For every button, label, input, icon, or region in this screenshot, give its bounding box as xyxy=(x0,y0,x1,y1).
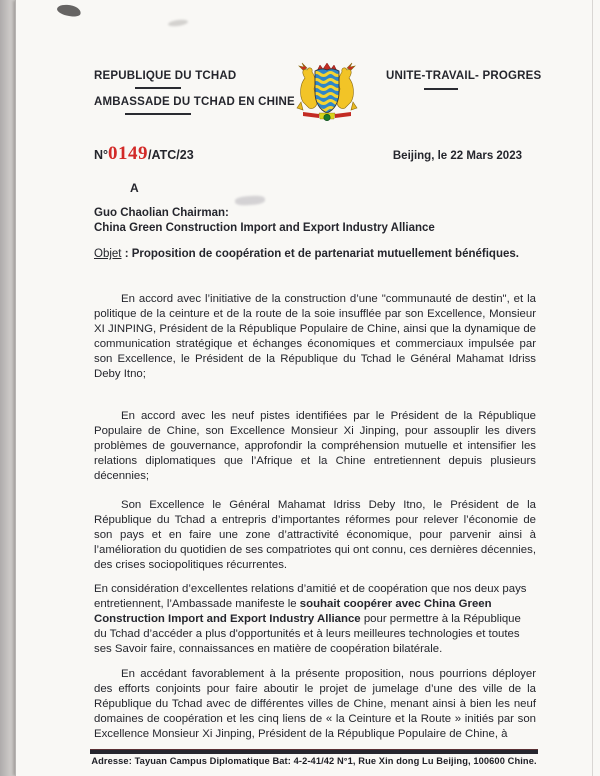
recipient-name: Guo Chaolian Chairman: xyxy=(94,207,229,219)
body-paragraph: En accord avec l’initiative de la construction d’une "communauté de destin", et la politique de la ceinture et de la route de la soie insufflée par son Excellence, Monsieur XI JINPING, Président de la République Populaire de Chine, ainsi que la dynamique de communication stratégique et échanges économiques et commerciaux impulsée par son Excellence, le Président de la République du Tchad le Général Mahamat Idriss Deby Itno; xyxy=(94,292,536,380)
salutation: A xyxy=(130,181,139,195)
subject-label: Objet xyxy=(94,248,122,260)
divider xyxy=(135,87,181,89)
divider xyxy=(125,113,191,115)
letterhead-right xyxy=(386,62,542,90)
recipient-organization: China Green Construction Import and Export Industry Alliance xyxy=(94,221,435,234)
national-motto: UNITE-TRAVAIL- PROGRES xyxy=(386,70,542,82)
body-paragraph: En accédant favorablement à la présente proposition, nous pourrions déployer des efforts conjoints pour faire aboutir le projet de jumelage d’une des ville de la République du Tchad avec de différentes villes de Chine, menant ainsi à bien les neuf domaines de coopération et les cinq liens de « la Ceinture et la Route » initiés par son Excellence Monsieur Xi Jinping, Président de la République Populaire de Chine, à xyxy=(94,667,536,740)
subject-text: Proposition de coopération et de partenariat mutuellement bénéfiques. xyxy=(131,248,519,260)
reference-digits: 0149 xyxy=(108,143,149,164)
embassy-name: AMBASSADE DU TCHAD EN CHINE xyxy=(94,96,295,108)
divider xyxy=(424,88,458,90)
letter-page xyxy=(15,0,600,776)
subject-separator: : xyxy=(121,248,132,260)
recipient-block xyxy=(94,206,536,235)
body-paragraph: En considération d’excellentes relations d’amitié et de coopération que nos deux pays entretiennent, l’Ambassade manifeste le souhait coopérer avec China Green Construction Import and Export Industry Alliance pour permettre à la République du Tchad d’accéder a plus d'opportunités et à leurs meilleures technologies et toutes ses Savoir faire, connaissances en matière de coopération bilatérale. xyxy=(94,582,527,655)
letter-content xyxy=(94,0,542,742)
footer-address: Adresse: Tayuan Campus Diplomatique Bat: 4-2-41/42 N°1, Rue Xin dong Lu Beijing, 100600 Chine. xyxy=(91,755,537,766)
letterhead xyxy=(94,62,542,124)
body-paragraph: Son Excellence le Général Mahamat Idriss Deby Itno, le Président de la République du Tchad a entrepris d’importantes réformes pour relever l’économie de son pays et en faire une zone d’attractivité économique, pour parvenir ainsi à l’amélioration du quotidien de ses compatriotes qui ont connu, ces dernières décennies, des crises sociopolitiques récurrentes. xyxy=(94,498,536,571)
body-paragraph: En accord avec les neuf pistes identifiées par le Président de la République Populaire de Chine, son Excellence Monsieur Xi Jinping, pour assouplir les divers problèmes de gouvernance, approfondir la compréhension mutuelle et intensifier les relations diplomatiques que l’Afrique et la Chine entretiennent depuis plusieurs décennies; xyxy=(94,409,536,482)
scan-artifact xyxy=(56,2,82,18)
country-name: REPUBLIQUE DU TCHAD xyxy=(94,70,237,82)
chad-coat-of-arms-icon xyxy=(290,62,364,124)
letter-footer xyxy=(90,750,538,766)
subject-line xyxy=(94,247,536,263)
reference-row xyxy=(94,143,536,165)
letterhead-left xyxy=(94,62,295,115)
scan-edge-line xyxy=(592,0,593,776)
dateline: Beijing, le 22 Mars 2023 xyxy=(392,150,522,162)
footer-divider xyxy=(90,750,538,754)
reference-number xyxy=(94,143,194,165)
reference-suffix: /ATC/23 xyxy=(148,148,194,162)
reference-prefix: N° xyxy=(94,148,109,162)
